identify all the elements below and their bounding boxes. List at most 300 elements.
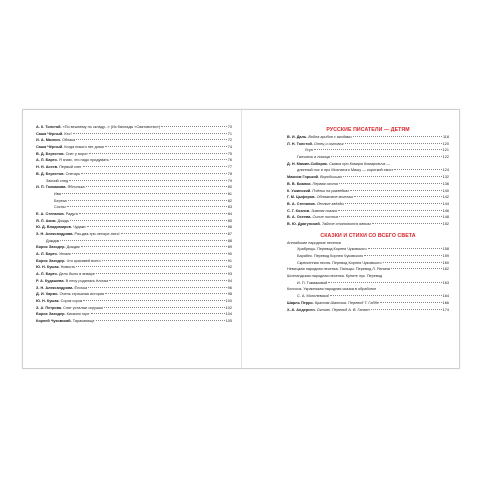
dot-leader	[72, 253, 226, 254]
entry-author: И. П. Токмакова.	[36, 185, 67, 190]
entry-page-number: 140	[442, 188, 449, 193]
contents-entry	[36, 278, 232, 285]
dot-leader	[330, 295, 441, 296]
entry-page-number: 79	[227, 178, 232, 183]
entry-text	[287, 208, 337, 215]
contents-entry	[287, 280, 449, 287]
entry-title: В лесу родилась ёлочка	[65, 278, 109, 283]
dot-leader	[339, 216, 442, 217]
dot-leader	[79, 213, 227, 214]
dot-leader	[121, 233, 227, 234]
contents-entry	[36, 311, 232, 318]
entry-author: Саша Чёрный.	[36, 145, 64, 150]
entry-title: Радуга	[65, 211, 78, 216]
entry-page-number: 162	[442, 267, 449, 272]
entry-page-number: 83	[227, 205, 232, 210]
dot-leader	[368, 248, 442, 249]
entry-author: Борис Заходер.	[36, 312, 66, 317]
entry-title: Дождик	[66, 245, 80, 250]
entry-page-number: 77	[227, 165, 232, 170]
contents-entry	[36, 224, 232, 231]
contents-entry	[287, 134, 449, 141]
contents-entry	[36, 164, 232, 171]
dot-leader	[161, 126, 227, 127]
entry-author: Борис Заходер.	[36, 245, 66, 250]
entry-page-number: 80	[227, 185, 232, 190]
entry-text	[287, 253, 363, 260]
entry-text	[36, 311, 90, 318]
contents-entry	[287, 293, 449, 300]
dot-leader	[314, 149, 442, 150]
entry-page-number: 148	[442, 215, 449, 220]
entry-title: Немецкая народная песенка. Пальцы. Перевод Л. Яхнина	[287, 267, 390, 272]
dot-leader	[86, 186, 227, 187]
entry-page-number: 81	[227, 191, 232, 196]
entry-title: Раз-два-три-четыре-пять!	[74, 232, 120, 236]
entry-text	[36, 124, 160, 131]
dot-leader	[83, 166, 227, 167]
entry-title: Скрюченная песня. Перевод Корнея Чуковского	[297, 260, 382, 265]
contents-entry	[36, 271, 232, 278]
entry-page-number: 75	[227, 151, 232, 156]
entry-author: Д. И. Хармс.	[36, 292, 59, 297]
entry-text	[287, 246, 367, 253]
entry-text	[287, 293, 329, 300]
contents-entry	[36, 191, 232, 198]
dot-leader	[350, 190, 441, 191]
dot-leader	[383, 262, 442, 263]
contents-entry	[287, 181, 449, 188]
dot-leader	[73, 133, 226, 134]
entry-author: Р. А. Кудашева.	[36, 278, 65, 283]
entry-page-number: 124	[442, 168, 449, 173]
dot-leader	[345, 203, 442, 204]
left-page	[36, 124, 232, 325]
entry-author: Г. М. Цыферов.	[287, 195, 316, 200]
entry-page-number: 90	[227, 252, 232, 257]
entry-page-number: 132	[442, 175, 449, 180]
contents-entry	[36, 291, 232, 298]
entry-text	[36, 231, 120, 238]
entry-page-number: 78	[227, 171, 232, 176]
entry-author: Н. Н. Асеев.	[36, 165, 59, 170]
dot-leader	[96, 273, 227, 274]
entry-title: Береза	[54, 198, 67, 203]
section-title-tales-world: СКАЗКИ И СТИХИ СО ВСЕГО СВЕТА	[320, 232, 416, 239]
entry-title: Пчёлки на разведках	[312, 188, 350, 193]
entry-title: Лесные звёзды	[316, 201, 344, 206]
entry-text	[36, 131, 72, 138]
dot-leader	[354, 196, 441, 197]
entry-author: В. В. Бианки.	[287, 181, 312, 186]
entry-text	[36, 178, 68, 185]
entry-author: С. Г. Козлов.	[287, 208, 311, 213]
entry-text	[287, 221, 371, 228]
entry-page-number: 174	[442, 307, 449, 312]
entry-title: Зимняя сказка	[311, 208, 337, 213]
dot-leader	[67, 206, 227, 207]
entry-text	[36, 251, 71, 258]
dot-leader	[331, 156, 442, 157]
entry-text	[36, 191, 61, 198]
right-page	[287, 124, 449, 313]
contents-entry	[287, 221, 449, 228]
entry-text	[287, 307, 370, 314]
entry-title: Новость	[60, 265, 76, 270]
dot-leader	[371, 309, 442, 310]
contents-entry	[36, 218, 232, 225]
dot-leader	[104, 307, 225, 308]
entry-text	[36, 164, 82, 171]
entry-text	[36, 137, 75, 144]
contents-entry	[287, 208, 449, 215]
contents-entry	[36, 178, 232, 185]
contents-entry	[36, 204, 232, 211]
entry-text	[36, 298, 82, 305]
entry-author: З. А. Петрова.	[36, 305, 63, 310]
entry-page-number: 82	[227, 198, 232, 203]
entry-title: Воробьишко	[320, 175, 343, 180]
entry-page-number: 164	[442, 294, 449, 299]
entry-title: С. А. Могилевской	[297, 294, 330, 299]
entry-text	[36, 218, 69, 225]
dot-leader	[391, 268, 442, 269]
entry-page-number: 152	[442, 221, 449, 226]
contents-entry	[287, 201, 449, 208]
dot-leader	[76, 266, 227, 267]
entry-title: Очень страшная история	[59, 292, 105, 297]
dot-leader	[102, 260, 227, 261]
entry-title: Английские народные песенки	[287, 240, 341, 245]
contents-entry	[287, 194, 449, 201]
dot-leader	[364, 255, 441, 256]
section1-contents-list	[287, 134, 449, 228]
entry-author: Я. Л. Аким.	[36, 218, 57, 223]
entry-text	[36, 318, 95, 325]
entry-title: Первая охота	[312, 181, 338, 186]
dot-leader	[69, 180, 227, 181]
entry-text	[287, 260, 382, 267]
entry-title: «По вешнему по складу...» (Из баллады «Сватовство»)	[62, 125, 161, 129]
entry-title: Галчонок и лисица	[297, 155, 330, 160]
entry-text	[36, 285, 87, 292]
entry-author: Саша Чёрный.	[36, 131, 64, 136]
contents-entry	[287, 188, 449, 195]
contents-entry	[36, 144, 232, 151]
dot-leader	[394, 169, 441, 170]
entry-page-number: 71	[227, 131, 232, 136]
entry-text	[36, 258, 101, 265]
entry-author: Корней Чуковский.	[36, 318, 72, 323]
entry-title: И. П. Токмаковой	[297, 280, 328, 285]
entry-title: Что красивей всего	[66, 258, 101, 263]
entry-page-number: 76	[227, 158, 232, 163]
entry-author: К. Ушинский.	[287, 188, 312, 193]
dot-leader	[96, 320, 225, 321]
entry-author: И. А. Мазнин.	[36, 138, 61, 143]
entry-title: Война грибов с ягодами	[308, 135, 352, 139]
contents-entry	[36, 198, 232, 205]
contents-entry	[36, 231, 232, 238]
contents-entry	[287, 273, 449, 280]
contents-entry	[287, 240, 449, 247]
dot-leader	[353, 136, 442, 137]
entry-page-number: 93	[227, 272, 232, 277]
entry-title: Снегирь	[65, 171, 81, 176]
entry-title: Красная Шапочка. Перевод Т. Габбе	[314, 300, 379, 305]
entry-author: Максим Горький.	[287, 175, 320, 180]
contents-entry	[36, 211, 232, 218]
dot-leader	[110, 159, 227, 160]
entry-author: А. Л. Барто.	[36, 272, 58, 277]
contents-entry	[36, 131, 232, 138]
entry-page-number: 87	[227, 232, 232, 236]
entry-author: Е. А. Степанов.	[36, 211, 65, 216]
entry-author: Х.-К. Андерсен.	[287, 307, 316, 312]
entry-text	[36, 305, 103, 312]
entry-author: Ю. Н. Кушак.	[36, 265, 60, 270]
contents-entry	[36, 258, 232, 265]
entry-title: Барабек. Перевод Корнея Чуковского	[297, 254, 364, 258]
entry-author: Шарль Перро.	[287, 300, 314, 305]
entry-page-number: 96	[227, 285, 232, 290]
entry-title: Лгун	[305, 148, 313, 153]
dot-leader	[76, 139, 227, 140]
entry-text	[36, 264, 75, 271]
book-spread	[22, 109, 460, 369]
entry-author: З. Н. Александрова.	[36, 285, 74, 290]
entry-title: Тараканище	[72, 318, 95, 323]
entry-page-number: 89	[227, 245, 232, 250]
entry-author: В. А. Степанов.	[287, 201, 316, 206]
entry-author: Д. Н. Мамин-Сибиряк.	[287, 161, 328, 166]
entry-page-number: 158	[442, 247, 449, 252]
entry-text	[36, 238, 59, 245]
entry-text	[36, 224, 86, 231]
entry-page-number: 122	[442, 155, 449, 160]
dot-leader	[109, 280, 226, 281]
entry-author: З. Н. Александрова.	[36, 232, 74, 236]
contents-entry	[287, 147, 449, 154]
contents-entry	[287, 214, 449, 221]
entry-page-number: 104	[225, 312, 232, 317]
entry-page-number: 88	[227, 238, 232, 243]
entry-author: В. А. Осеева.	[287, 215, 312, 220]
entry-author: А. Л. Барто.	[36, 252, 58, 257]
entry-page-number: 136	[442, 181, 449, 186]
entry-text	[287, 286, 376, 293]
dot-leader	[81, 173, 227, 174]
entry-author: Л. Н. Толстой.	[287, 141, 313, 146]
dot-leader	[345, 143, 442, 144]
entry-title: Сорок сорок	[60, 298, 83, 303]
entry-page-number: 160	[442, 260, 449, 265]
dot-leader	[88, 287, 227, 288]
contents-entry	[36, 251, 232, 258]
contents-entry	[36, 124, 232, 131]
entry-page-number: 105	[225, 318, 232, 323]
contents-entry	[287, 141, 449, 148]
contents-entry	[36, 184, 232, 191]
entry-title: Огниво. Перевод А. В. Ганзен	[316, 307, 370, 312]
entry-title: Сосны	[54, 205, 66, 210]
entry-title: Когда никого нет дома	[64, 145, 104, 150]
contents-entry	[287, 174, 449, 181]
entry-title: Я знаю, что надо придумать	[58, 158, 109, 163]
dot-leader	[81, 246, 227, 247]
entry-page-number: 100	[225, 298, 232, 303]
contents-entry	[36, 318, 232, 325]
contents-entry	[36, 285, 232, 292]
contents-entry	[287, 167, 449, 174]
contents-entry	[36, 305, 232, 312]
dot-leader	[87, 226, 227, 227]
section-title-russian-writers: РУССКИЕ ПИСАТЕЛИ — ДЕТЯМ	[326, 127, 410, 133]
entry-text	[287, 201, 344, 208]
entry-page-number: 118	[442, 135, 449, 139]
entry-text	[287, 280, 327, 287]
entry-title: Сказка про Комара Комаровича —	[328, 161, 391, 166]
entry-author: Борис Заходер.	[36, 258, 66, 263]
entry-text	[36, 271, 95, 278]
dot-leader	[91, 313, 225, 314]
entry-title: Кискино горе	[66, 312, 90, 317]
entry-text	[287, 300, 379, 307]
entry-page-number: 146	[442, 208, 449, 213]
entry-author: А. К. Толстой.	[36, 125, 62, 129]
contents-entry	[287, 253, 449, 260]
dot-leader	[89, 153, 227, 154]
entry-author: В. Д. Берестов.	[36, 151, 65, 156]
contents-entry	[287, 260, 449, 267]
contents-entry	[287, 300, 449, 307]
dot-leader	[380, 302, 442, 303]
entry-title: Дело было в январе	[58, 272, 95, 277]
entry-page-number: 94	[227, 278, 232, 283]
book-gutter	[241, 110, 242, 368]
dot-leader	[343, 176, 441, 177]
entry-text	[36, 291, 104, 298]
entry-text	[36, 157, 109, 164]
entry-title: Спят усталые игрушки	[63, 305, 103, 310]
entry-title: Облака	[61, 138, 76, 143]
left-contents-list	[36, 124, 232, 325]
entry-page-number: 92	[227, 265, 232, 270]
entry-text	[287, 167, 393, 174]
entry-page-number: 120	[442, 141, 449, 146]
entry-title: Тайное становится явным	[321, 221, 371, 226]
contents-entry	[36, 157, 232, 164]
entry-author: В. Ю. Драгунский.	[287, 221, 321, 226]
entry-text	[36, 171, 80, 178]
entry-text	[287, 141, 344, 148]
entry-title: Дождь	[57, 218, 69, 223]
entry-text	[287, 154, 330, 161]
entry-author: Ю. Н. Кушак.	[36, 298, 60, 303]
dot-leader	[105, 146, 227, 147]
entry-page-number: 98	[227, 292, 232, 297]
entry-author: Ю. Д. Владимиров.	[36, 225, 73, 230]
section2-contents-list	[287, 240, 449, 314]
entry-title: Яблонька	[67, 185, 85, 190]
dot-leader	[339, 183, 442, 184]
entry-text	[36, 198, 67, 205]
entry-page-number: 74	[227, 145, 232, 150]
entry-page-number: 72	[227, 138, 232, 143]
contents-entry	[287, 246, 449, 253]
entry-page-number: 102	[225, 305, 232, 310]
entry-text	[36, 278, 108, 285]
entry-title: Колосок. Украинская народная сказка в обработке	[287, 287, 377, 292]
dot-leader	[60, 240, 227, 241]
entry-text	[287, 181, 338, 188]
entry-author: В. Д. Берестов.	[36, 171, 65, 176]
entry-title: Облачковое молочко	[316, 195, 354, 200]
contents-entry	[36, 151, 232, 158]
entry-title: Кто?	[64, 131, 73, 136]
entry-author: А. Л. Барто.	[36, 158, 58, 163]
entry-title: длинный нос и про Мохнатого Мишу — короткий хвост	[297, 168, 394, 173]
contents-entry	[287, 266, 449, 273]
entry-text	[287, 174, 342, 181]
contents-entry	[36, 171, 232, 178]
entry-text	[287, 266, 390, 273]
dot-leader	[83, 300, 224, 301]
entry-text	[36, 144, 104, 151]
entry-text	[36, 211, 78, 218]
entry-page-number: 166	[442, 300, 449, 305]
entry-page-number: 85	[227, 218, 232, 223]
entry-text	[287, 161, 390, 168]
entry-author: В. И. Даль.	[287, 135, 308, 139]
entry-text	[287, 240, 341, 247]
entry-text	[287, 147, 313, 154]
dot-leader	[372, 223, 442, 224]
entry-title: Синие листья	[312, 215, 339, 220]
dot-leader	[68, 200, 227, 201]
entry-text	[287, 134, 352, 141]
entry-title: Ива	[54, 191, 61, 196]
entry-page-number: 84	[227, 211, 232, 216]
entry-page-number: 142	[442, 195, 449, 200]
dot-leader	[70, 220, 227, 221]
entry-text	[287, 273, 382, 280]
entry-page-number: 121	[442, 148, 449, 153]
entry-title: Шотландская народная песенка. Купите лук. Перевод	[287, 274, 383, 279]
entry-text	[287, 194, 353, 201]
entry-title: Дождик	[46, 238, 60, 243]
entry-title: Уехали	[58, 252, 72, 257]
entry-page-number: 163	[442, 280, 449, 285]
contents-entry	[36, 137, 232, 144]
entry-title: Снег у ворот	[65, 151, 88, 156]
contents-entry	[287, 286, 449, 293]
entry-text	[36, 244, 80, 251]
entry-title: Ёлочка	[74, 285, 88, 290]
contents-entry	[287, 161, 449, 168]
entry-title: Чудаки	[73, 225, 86, 230]
dot-leader	[105, 293, 227, 294]
entry-title: Храбрецы. Перевод Корнея Чуковского	[297, 247, 367, 252]
contents-entry	[36, 238, 232, 245]
dot-leader	[62, 193, 227, 194]
contents-entry	[36, 298, 232, 305]
contents-entry	[287, 307, 449, 314]
entry-text	[36, 151, 88, 158]
entry-page-number: 86	[227, 225, 232, 230]
entry-text	[36, 204, 66, 211]
contents-entry	[36, 244, 232, 251]
